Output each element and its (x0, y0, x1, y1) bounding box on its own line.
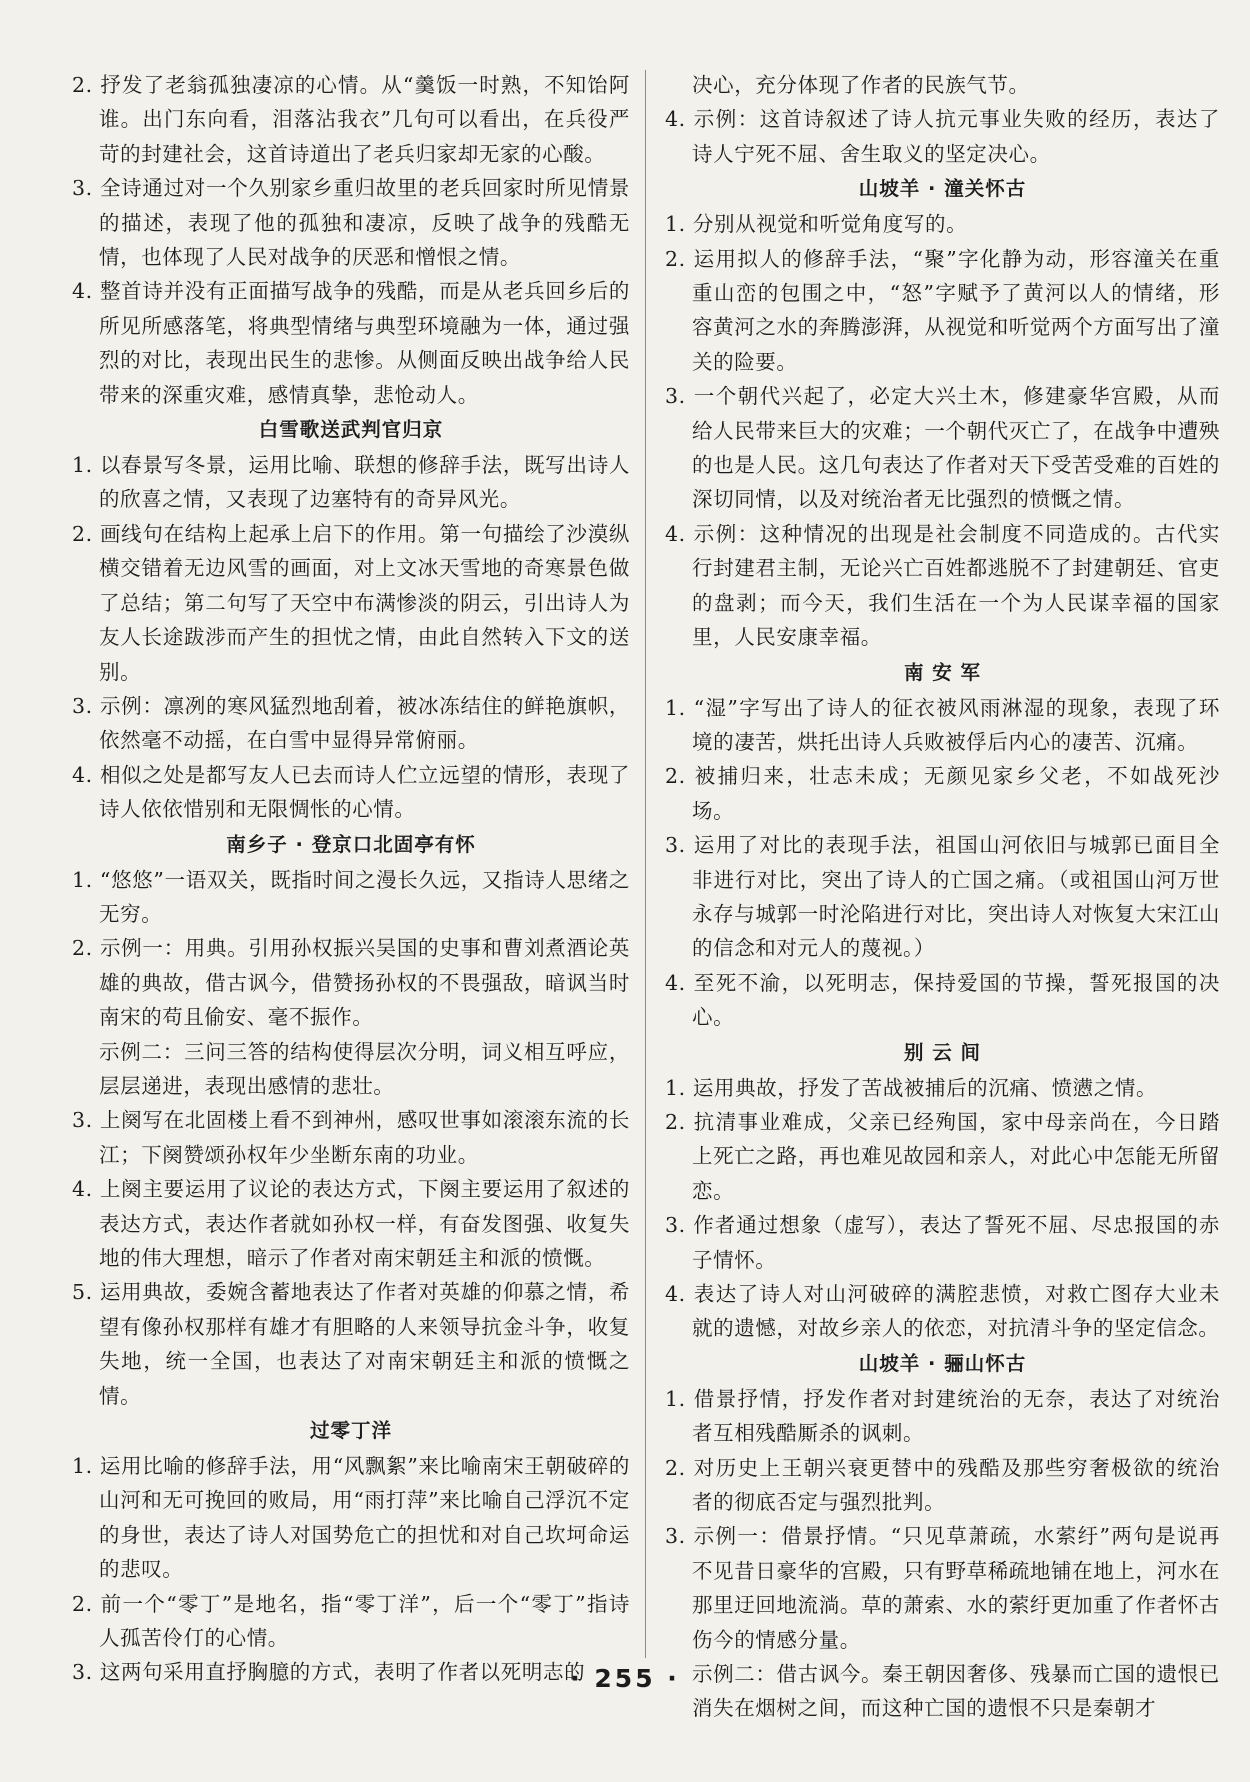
section-heading: 过零丁洋 (309, 1419, 392, 1443)
answer-item: 4. 示例：这首诗叙述了诗人抗元事业失败的经历，表达了诗人宁死不屈、舍生取义的坚定决心。 (665, 107, 1220, 166)
answer-item: 2. 示例一：用典。引用孙权振兴吴国的史事和曹刘煮酒论英雄的典故，借古讽今，借赞扬孙权的不畏强敌，暗讽当时南宋的苟且偷安、毫不振作。 (72, 936, 630, 1030)
answer-item: 3. 全诗通过对一个久别家乡重归故里的老兵回家时所见情景的描述，表现了他的孤独和凄凉，反映了战争的残酷无情，也体现了人民对战争的厌恶和憎恨之情。 (72, 176, 630, 270)
answer-item: 3. 这两句采用直抒胸臆的方式，表明了作者以死明志的 (72, 1660, 586, 1685)
answer-item: 2. 前一个“零丁”是地名，指“零丁洋”，后一个“零丁”指诗人孤苦伶仃的心情。 (72, 1591, 630, 1651)
page-number: · 255 · (570, 1664, 680, 1693)
answer-item: 1. 运用典故，抒发了苦战被捕后的沉痛、愤懑之情。 (665, 1075, 1158, 1100)
answer-item: 1. 运用比喻的修辞手法，用“风飘絮”来比喻南宋王朝破碎的山河和无可挽回的败局，用“雨打萍”来比喻自己浮沉不定的身世，表达了诗人对国势危亡的担忧和对自己坎坷命运的悲叹。 (72, 1454, 630, 1582)
section-heading: 山坡羊 · 潼关怀古 (858, 177, 1027, 201)
answer-item: 示例二：借古讽今。秦王朝因奢侈、残暴而亡国的遗恨已消失在烟树之间，而这种亡国的遗恨不只是秦朝才 (692, 1662, 1220, 1721)
answer-item: 2. 运用拟人的修辞手法，“聚”字化静为动，形容潼关在重重山峦的包围之中，“怒”字赋予了黄河以人的情绪，形容黄河之水的奔腾澎湃，从视觉和听觉两个方面写出了潼关的险要。 (665, 246, 1220, 374)
answer-item: 5. 运用典故，委婉含蓄地表达了作者对英雄的仰慕之情，希望有像孙权那样有雄才有胆略的人来领导抗金斗争，收复失地，统一全国，也表达了对南宋朝廷主和派的愤慨之情。 (72, 1280, 630, 1408)
column-divider (645, 70, 646, 1658)
answer-item: 3. 一个朝代兴起了，必定大兴土木，修建豪华宫殿，从而给人民带来巨大的灾难；一个朝代灭亡了，在战争中遭殃的也是人民。这几句表达了作者对天下受苦受难的百姓的深切同情，以及对统治者无比强烈的愤慨之情。 (665, 384, 1220, 512)
answer-item: 3. 示例：凛冽的寒风猛烈地刮着，被冰冻结住的鲜艳旗帜，依然毫不动摇，在白雪中显得异常俯丽。 (72, 693, 630, 753)
answer-item: 2. 抗清事业难成，父亲已经殉国，家中母亲尚在，今日踏上死亡之路，再也难见故园和亲人，对此心中怎能无所留恋。 (665, 1109, 1220, 1203)
section-heading: 别 云 间 (903, 1040, 982, 1064)
answer-item: 2. 对历史上王朝兴衰更替中的残酷及那些穷奢极欲的统治者的彻底否定与强烈批判。 (665, 1455, 1220, 1515)
answer-item: 4. 表达了诗人对山河破碎的满腔悲愤，对救亡图存大业未就的遗憾，对故乡亲人的依恋，对抗清斗争的坚定信念。 (665, 1282, 1220, 1341)
answer-item: 1. “湿”字写出了诗人的征衣被风雨淋湿的现象，表现了环境的凄苦，烘托出诗人兵败被俘后内心的凄苦、沉痛。 (665, 695, 1220, 754)
answer-item: 3. 示例一：借景抒情。“只见草萧疏，水萦纡”两句是说再不见昔日豪华的宫殿，只有野草稀疏地铺在地上，河水在那里迂回地流淌。草的萧索、水的萦纡更加重了作者怀古伤今的情感分量。 (665, 1524, 1220, 1652)
answer-item: 2. 画线句在结构上起承上启下的作用。第一句描绘了沙漠纵横交错着无边风雪的画面，对上文冰天雪地的奇寒景色做了总结；第二句写了天空中布满惨淡的阴云，引出诗人为友人长途跋涉而产生的担忧之情，由此自然转入下文的送别。 (72, 521, 630, 684)
answer-item: 1. 借景抒情，抒发作者对封建统治的无奈，表达了对统治者互相残酷厮杀的讽刺。 (665, 1386, 1220, 1446)
answer-item: 2. 被捕归来，壮志未成；无颜见家乡父老，不如战死沙场。 (665, 764, 1220, 823)
answer-item: 4. 至死不渝，以死明志，保持爱国的节操，誓死报国的决心。 (665, 970, 1220, 1030)
answer-item: 1. 以春景写冬景，运用比喻、联想的修辞手法，既写出诗人的欣喜之情，又表现了边塞特有的奇异风光。 (72, 453, 630, 512)
answer-item: 3. 作者通过想象（虚写），表达了誓死不屈、尽忠报国的赤子情怀。 (665, 1213, 1220, 1272)
section-heading: 山坡羊 · 骊山怀古 (858, 1351, 1027, 1375)
answer-item: 示例二：三问三答的结构使得层次分明，词义相互呼应，层层递进，表现出感情的悲壮。 (99, 1039, 630, 1098)
answer-item: 4. 整首诗并没有正面描写战争的残酷，而是从老兵回乡后的所见所感落笔，将典型情绪与典型环境融为一体，通过强烈的对比，表现出民生的悲惨。从侧面反映出战争给人民带来的深重灾难，感情真挚，悲怆动人。 (72, 279, 630, 407)
answer-item: 4. 上阕主要运用了议论的表达方式，下阕主要运用了叙述的表达方式，表达作者就如孙权一样，有奋发图强、收复失地的伟大理想，暗示了作者对南宋朝廷主和派的愤慨。 (72, 1177, 630, 1270)
answer-item: 4. 相似之处是都写友人已去而诗人伫立远望的情形，表现了诗人依依惜别和无限惆怅的心情。 (72, 762, 630, 822)
answer-item: 1. 分别从视觉和听觉角度写的。 (665, 212, 968, 237)
answer-item: 3. 上阕写在北固楼上看不到神州，感叹世事如滚滚东流的长江；下阕赞颂孙权年少坐断东南的功业。 (72, 1108, 630, 1167)
left-column (72, 68, 630, 1690)
answer-item: 4. 示例：这种情况的出现是社会制度不同造成的。古代实行封建君主制，无论兴亡百姓都逃脱不了封建朝廷、官吏的盘剥；而今天，我们生活在一个为人民谋幸福的国家里，人民安康幸福。 (665, 521, 1220, 650)
section-heading: 南 安 军 (903, 660, 982, 684)
section-heading: 白雪歌送武判官归京 (258, 418, 444, 442)
answer-item: 3. 运用了对比的表现手法，祖国山河依旧与城郭已面目全非进行对比，突出了诗人的亡国之痛。（或祖国山河万世永存与城郭一时沦陷进行对比，突出诗人对恢复大宋江山的信念和对元人的蔑视。） (665, 833, 1220, 961)
answer-item: 决心，充分体现了作者的民族气节。 (692, 73, 1030, 97)
answer-item: 2. 抒发了老翁孤独凄凉的心情。从“羹饭一时熟，不知饴阿谁。出门东向看，泪落沾我衣”几句可以看出，在兵役严苛的封建社会，这首诗道出了老兵归家却无家的心酸。 (72, 73, 630, 166)
answer-item: 1. “悠悠”一语双关，既指时间之漫长久远，又指诗人思绪之无穷。 (72, 867, 630, 926)
section-heading: 南乡子 · 登京口北固亭有怀 (226, 832, 476, 856)
right-column (665, 68, 1220, 1726)
